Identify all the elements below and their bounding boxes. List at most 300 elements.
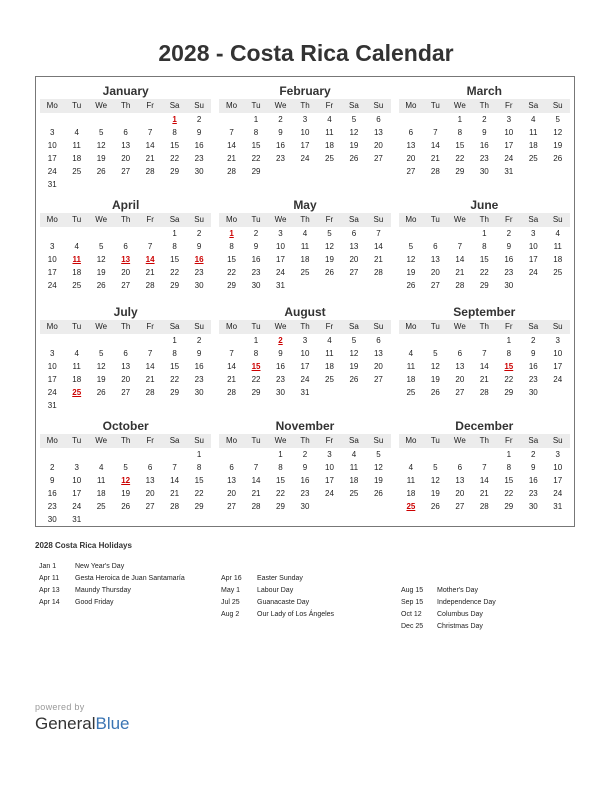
weekday-header: Fr — [497, 320, 521, 334]
day-cell: 28 — [145, 281, 155, 290]
day-cell: 21 — [227, 154, 237, 163]
day-cell: 9 — [531, 463, 536, 472]
day-cell: 17 — [553, 476, 563, 485]
day-cell: 8 — [506, 349, 512, 358]
weekday-header: Su — [366, 320, 390, 334]
day-cell: 16 — [194, 141, 204, 150]
weekday-header: We — [448, 434, 472, 448]
day-cell: 6 — [123, 349, 128, 358]
day-cell: 10 — [276, 242, 285, 251]
day-cell: 1 — [278, 450, 283, 459]
day-cell: 28 — [479, 388, 489, 397]
day-cell: 12 — [96, 255, 106, 264]
day-cell: 10 — [325, 463, 334, 472]
weekday-header: Mo — [40, 213, 64, 227]
month-name: December — [455, 419, 514, 433]
holiday-row — [401, 609, 496, 621]
day-cell: 25 — [72, 281, 82, 290]
holiday-date: Apr 13 — [39, 587, 60, 594]
month-days-grid — [399, 434, 570, 513]
day-cell: 11 — [72, 141, 81, 150]
empty-day — [113, 113, 137, 126]
day-cell: 27 — [373, 375, 383, 384]
holiday-name: Mother's Day — [437, 587, 479, 594]
day-cell: 8 — [172, 242, 177, 251]
day-cell: 5 — [327, 229, 332, 238]
day-cell: 12 — [406, 255, 416, 264]
day-cell: 21 — [373, 255, 383, 264]
month-days-grid — [399, 99, 570, 178]
day-cell: 26 — [96, 388, 106, 397]
holiday-day: 25 — [72, 388, 82, 397]
day-cell: 26 — [430, 388, 440, 397]
day-cell: 29 — [170, 281, 180, 290]
holiday-name: Easter Sunday — [257, 575, 303, 582]
holiday-day: 25 — [406, 502, 416, 511]
day-cell: 21 — [479, 489, 489, 498]
day-cell: 21 — [455, 268, 465, 277]
weekday-header: Sa — [162, 99, 186, 113]
holiday-name: Gesta Heroica de Juan Santamaría — [75, 575, 185, 582]
holiday-day: 15 — [504, 362, 514, 371]
day-cell: 30 — [300, 502, 310, 511]
day-cell: 7 — [147, 349, 153, 358]
day-cell: 11 — [72, 362, 81, 371]
day-cell: 27 — [455, 502, 465, 511]
day-cell: 10 — [553, 463, 563, 472]
weekday-header: We — [268, 99, 292, 113]
month-name: March — [466, 84, 502, 98]
empty-day — [40, 448, 64, 461]
weekday-header: Th — [113, 434, 137, 448]
day-cell: 22 — [251, 154, 261, 163]
day-cell: 19 — [373, 476, 383, 485]
day-cell: 24 — [47, 167, 57, 176]
day-cell: 27 — [406, 167, 416, 176]
holiday-name: New Year's Day — [75, 563, 125, 570]
weekday-header: We — [89, 320, 113, 334]
weekday-header: Mo — [40, 320, 64, 334]
day-cell: 26 — [96, 167, 106, 176]
day-cell: 4 — [302, 229, 308, 238]
day-cell: 1 — [172, 229, 177, 238]
weekday-header: Th — [472, 434, 496, 448]
day-cell: 12 — [430, 362, 440, 371]
day-cell: 3 — [531, 229, 536, 238]
day-cell: 16 — [194, 362, 204, 371]
month-name: January — [102, 84, 149, 98]
day-cell: 4 — [408, 463, 414, 472]
day-cell: 4 — [74, 242, 79, 251]
weekday-header: Mo — [40, 99, 64, 113]
day-cell: 14 — [373, 242, 383, 251]
day-cell: 18 — [96, 489, 106, 498]
day-cell: 27 — [227, 502, 237, 511]
holiday-column — [39, 561, 185, 609]
holiday-name: Guanacaste Day — [257, 599, 310, 606]
holiday-day: 14 — [145, 255, 155, 264]
day-cell: 9 — [253, 242, 259, 251]
weekday-header: Tu — [423, 99, 447, 113]
day-cell: 15 — [170, 255, 180, 264]
month-name: May — [293, 198, 317, 212]
day-cell: 27 — [430, 281, 440, 290]
day-cell: 30 — [194, 388, 204, 397]
empty-day — [138, 334, 162, 347]
weekday-header: Mo — [219, 213, 243, 227]
holiday-name: Independence Day — [437, 599, 496, 606]
day-cell: 7 — [172, 463, 177, 472]
weekday-header: We — [268, 320, 292, 334]
day-cell: 3 — [50, 128, 55, 137]
weekday-header: Su — [366, 213, 390, 227]
day-cell: 17 — [72, 489, 82, 498]
day-cell: 2 — [50, 463, 55, 472]
day-cell: 31 — [553, 502, 563, 511]
day-cell: 5 — [98, 349, 104, 358]
day-cell: 31 — [300, 388, 310, 397]
day-cell: 23 — [528, 375, 538, 384]
weekday-header: Sa — [162, 320, 186, 334]
holiday-name: Good Friday — [75, 599, 114, 606]
day-cell: 5 — [376, 450, 381, 459]
brand-blue: Blue — [95, 714, 130, 733]
empty-day — [423, 334, 447, 347]
day-cell: 31 — [72, 515, 82, 524]
day-cell: 16 — [276, 362, 285, 371]
day-cell: 30 — [194, 167, 204, 176]
weekday-header: Sa — [521, 99, 545, 113]
day-cell: 19 — [349, 141, 359, 150]
holiday-date: May 1 — [221, 587, 241, 594]
day-cell: 10 — [300, 349, 310, 358]
day-cell: 18 — [406, 375, 416, 384]
weekday-header: We — [89, 99, 113, 113]
day-cell: 8 — [253, 128, 259, 137]
month-january — [36, 77, 215, 191]
month-may — [215, 191, 394, 298]
month-name: November — [275, 419, 335, 433]
weekday-header: Tu — [64, 213, 88, 227]
weekday-header: Su — [366, 434, 390, 448]
day-cell: 16 — [528, 476, 538, 485]
month-days-grid — [219, 434, 390, 513]
weekday-header: Fr — [138, 99, 162, 113]
day-cell: 15 — [170, 141, 180, 150]
day-cell: 19 — [406, 268, 416, 277]
month-name: September — [453, 305, 516, 319]
day-cell: 8 — [457, 128, 463, 137]
day-cell: 7 — [147, 242, 153, 251]
day-cell: 25 — [406, 388, 416, 397]
day-cell: 24 — [72, 502, 82, 511]
holiday-row — [221, 585, 334, 597]
day-cell: 5 — [555, 115, 560, 124]
day-cell: 28 — [227, 388, 237, 397]
day-cell: 17 — [504, 141, 514, 150]
empty-day — [472, 448, 496, 461]
month-february — [215, 77, 394, 191]
month-june — [395, 191, 574, 298]
weekday-header: Tu — [244, 320, 268, 334]
day-cell: 2 — [482, 115, 487, 124]
weekday-header: Su — [187, 99, 211, 113]
day-cell: 27 — [455, 388, 465, 397]
holiday-day: 15 — [251, 362, 261, 371]
holiday-day: 13 — [121, 255, 131, 264]
holiday-column — [401, 585, 496, 633]
weekday-header: Fr — [317, 434, 341, 448]
day-cell: 31 — [276, 281, 285, 290]
holiday-name: Labour Day — [257, 587, 294, 594]
day-cell: 14 — [479, 476, 489, 485]
day-cell: 13 — [145, 476, 155, 485]
month-days-grid — [40, 434, 211, 526]
day-cell: 22 — [455, 154, 465, 163]
day-cell: 22 — [170, 375, 180, 384]
day-cell: 25 — [72, 167, 82, 176]
day-cell: 10 — [553, 349, 563, 358]
brand-name — [35, 714, 130, 734]
day-cell: 12 — [430, 476, 440, 485]
day-cell: 26 — [406, 281, 416, 290]
holiday-row — [39, 573, 185, 585]
day-cell: 18 — [325, 141, 334, 150]
month-november — [215, 412, 394, 526]
day-cell: 29 — [194, 502, 204, 511]
day-cell: 26 — [96, 281, 106, 290]
day-cell: 4 — [351, 450, 357, 459]
day-cell: 10 — [47, 141, 57, 150]
day-cell: 27 — [373, 154, 383, 163]
day-cell: 21 — [145, 268, 155, 277]
day-cell: 22 — [479, 268, 489, 277]
day-cell: 20 — [121, 268, 131, 277]
day-cell: 3 — [50, 349, 55, 358]
day-cell: 6 — [123, 128, 128, 137]
empty-day — [138, 227, 162, 240]
day-cell: 24 — [553, 375, 563, 384]
day-cell: 17 — [553, 362, 563, 371]
day-cell: 22 — [170, 268, 180, 277]
day-cell: 6 — [351, 229, 357, 238]
day-cell: 7 — [229, 349, 234, 358]
weekday-header: Sa — [162, 213, 186, 227]
day-cell: 31 — [504, 167, 514, 176]
day-cell: 19 — [430, 375, 440, 384]
day-cell: 20 — [455, 489, 465, 498]
weekday-header: Fr — [138, 434, 162, 448]
day-cell: 15 — [170, 362, 180, 371]
empty-day — [113, 334, 137, 347]
empty-day — [219, 113, 243, 126]
day-cell: 23 — [479, 154, 489, 163]
day-cell: 17 — [300, 362, 310, 371]
day-cell: 11 — [406, 362, 416, 371]
month-days-grid — [219, 213, 390, 292]
day-cell: 9 — [278, 128, 283, 137]
day-cell: 23 — [504, 268, 514, 277]
day-cell: 23 — [194, 375, 204, 384]
day-cell: 12 — [96, 362, 106, 371]
holiday-day: 12 — [121, 476, 131, 485]
day-cell: 23 — [300, 489, 310, 498]
day-cell: 9 — [196, 128, 202, 137]
page-title: 2028 - Costa Rica Calendar — [158, 40, 454, 66]
weekday-header: Tu — [64, 320, 88, 334]
day-cell: 28 — [479, 502, 489, 511]
weekday-header: Tu — [244, 99, 268, 113]
weekday-header: Su — [546, 213, 570, 227]
month-name: October — [102, 419, 149, 433]
month-april — [36, 191, 215, 298]
day-cell: 8 — [506, 463, 512, 472]
day-cell: 24 — [47, 281, 57, 290]
weekday-header: Tu — [423, 434, 447, 448]
day-cell: 6 — [433, 242, 438, 251]
day-cell: 11 — [325, 128, 334, 137]
day-cell: 10 — [528, 242, 538, 251]
day-cell: 7 — [457, 242, 463, 251]
day-cell: 27 — [121, 281, 131, 290]
weekday-header: Tu — [423, 213, 447, 227]
empty-day — [423, 227, 447, 240]
weekday-header: Fr — [317, 213, 341, 227]
day-cell: 30 — [251, 281, 261, 290]
empty-day — [64, 448, 88, 461]
day-cell: 29 — [251, 388, 261, 397]
day-cell: 1 — [253, 336, 259, 345]
empty-day — [89, 113, 113, 126]
day-cell: 24 — [276, 268, 285, 277]
day-cell: 21 — [251, 489, 261, 498]
day-cell: 5 — [408, 242, 414, 251]
weekday-header: Mo — [399, 213, 423, 227]
day-cell: 18 — [325, 362, 334, 371]
day-cell: 16 — [504, 255, 514, 264]
day-cell: 25 — [96, 502, 106, 511]
day-cell: 7 — [433, 128, 438, 137]
day-cell: 9 — [196, 242, 202, 251]
weekday-header: Su — [546, 434, 570, 448]
day-cell: 16 — [528, 362, 538, 371]
day-cell: 8 — [278, 463, 283, 472]
empty-day — [399, 334, 423, 347]
day-cell: 2 — [196, 229, 202, 238]
weekday-header: Sa — [342, 434, 366, 448]
empty-day — [162, 448, 186, 461]
weekday-header: We — [448, 213, 472, 227]
weekday-header: Mo — [219, 434, 243, 448]
holiday-date: Oct 12 — [401, 611, 422, 618]
empty-day — [448, 227, 472, 240]
day-cell: 21 — [145, 154, 155, 163]
day-cell: 10 — [47, 255, 57, 264]
day-cell: 12 — [96, 141, 106, 150]
weekday-header: Th — [472, 320, 496, 334]
day-cell: 13 — [349, 242, 359, 251]
day-cell: 2 — [531, 450, 536, 459]
day-cell: 3 — [327, 450, 332, 459]
month-august — [215, 298, 394, 412]
day-cell: 9 — [278, 349, 283, 358]
day-cell: 20 — [373, 141, 383, 150]
empty-day — [64, 113, 88, 126]
day-cell: 7 — [376, 229, 381, 238]
day-cell: 19 — [96, 268, 106, 277]
day-cell: 31 — [47, 180, 57, 189]
day-cell: 5 — [351, 336, 357, 345]
day-cell: 19 — [325, 255, 334, 264]
day-cell: 18 — [300, 255, 310, 264]
day-cell: 19 — [430, 489, 440, 498]
day-cell: 25 — [300, 268, 310, 277]
day-cell: 23 — [194, 268, 204, 277]
day-cell: 20 — [121, 375, 131, 384]
holiday-row — [39, 597, 185, 609]
day-cell: 30 — [504, 281, 514, 290]
day-cell: 20 — [406, 154, 416, 163]
weekday-header: Tu — [244, 434, 268, 448]
weekday-header: We — [268, 434, 292, 448]
day-cell: 2 — [506, 229, 512, 238]
brand-general: General — [35, 714, 96, 733]
day-cell: 13 — [455, 362, 465, 371]
day-cell: 22 — [194, 489, 204, 498]
day-cell: 13 — [373, 128, 383, 137]
weekday-header: Fr — [138, 320, 162, 334]
holiday-row — [221, 609, 334, 621]
day-cell: 8 — [482, 242, 487, 251]
day-cell: 8 — [172, 128, 177, 137]
month-july — [36, 298, 215, 412]
month-days-grid — [40, 213, 211, 292]
day-cell: 22 — [504, 489, 514, 498]
day-cell: 28 — [373, 268, 383, 277]
day-cell: 21 — [479, 375, 489, 384]
weekday-header: Th — [472, 99, 496, 113]
day-cell: 15 — [455, 141, 465, 150]
day-cell: 10 — [47, 362, 57, 371]
empty-day — [40, 334, 64, 347]
empty-day — [113, 227, 137, 240]
day-cell: 7 — [253, 463, 259, 472]
calendar-grid — [36, 77, 574, 526]
day-cell: 4 — [531, 115, 536, 124]
day-cell: 17 — [47, 154, 57, 163]
day-cell: 26 — [553, 154, 563, 163]
holiday-date: Jul 25 — [221, 599, 240, 606]
day-cell: 14 — [455, 255, 465, 264]
day-cell: 18 — [553, 255, 563, 264]
day-cell: 22 — [276, 489, 285, 498]
day-cell: 5 — [123, 463, 128, 472]
weekday-header: We — [89, 434, 113, 448]
day-cell: 28 — [145, 388, 155, 397]
day-cell: 4 — [327, 336, 332, 345]
brand-logo — [35, 702, 130, 734]
day-cell: 23 — [194, 154, 204, 163]
weekday-header: Su — [546, 99, 570, 113]
empty-day — [219, 334, 243, 347]
day-cell: 4 — [555, 229, 560, 238]
day-cell: 17 — [325, 476, 334, 485]
day-cell: 15 — [194, 476, 204, 485]
day-cell: 8 — [229, 242, 234, 251]
day-cell: 15 — [251, 141, 261, 150]
day-cell: 30 — [47, 515, 57, 524]
day-cell: 1 — [482, 229, 487, 238]
